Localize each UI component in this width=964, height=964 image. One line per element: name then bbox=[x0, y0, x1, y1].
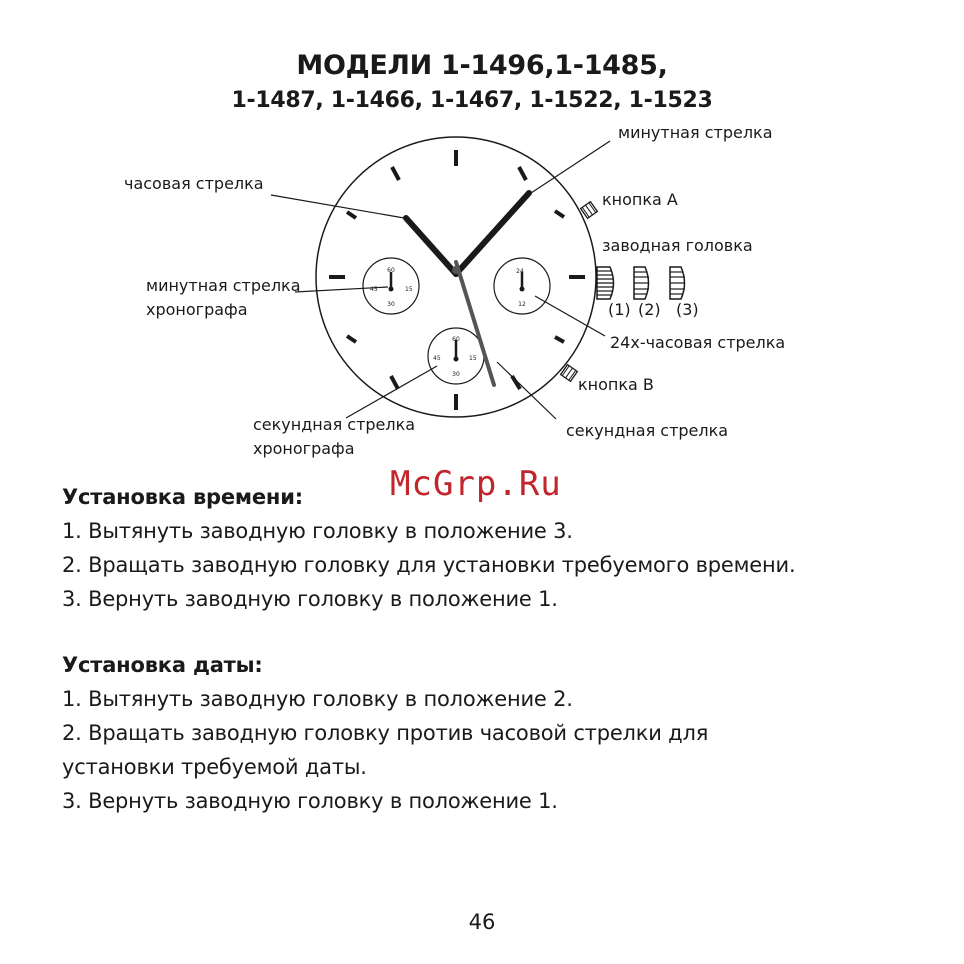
label-chrono-second-1: секундная стрелка bbox=[253, 415, 416, 434]
subdial-bottom-45: 45 bbox=[433, 355, 441, 362]
subdial-right-24: 24 bbox=[516, 268, 524, 275]
hour-hand bbox=[406, 218, 456, 274]
label-crown-pos2: (2) bbox=[638, 300, 661, 319]
model-list: 1-1487, 1-1466, 1-1467, 1-1522, 1-1523 bbox=[231, 88, 713, 113]
center-pin bbox=[452, 266, 460, 274]
crown-position-2 bbox=[634, 267, 649, 299]
date-step-3: 3. Вернуть заводную головку в положение 1. bbox=[62, 789, 558, 813]
label-chrono-second-2: хронографа bbox=[253, 439, 355, 458]
label-crown: заводная головка bbox=[602, 236, 753, 255]
watermark: McGrp.Ru bbox=[390, 464, 562, 504]
label-minute-hand: минутная стрелка bbox=[618, 123, 773, 142]
subdial-left-45: 45 bbox=[370, 286, 378, 293]
subdial-bottom-15: 15 bbox=[469, 355, 477, 362]
page-number: 46 bbox=[468, 910, 496, 934]
date-step-2: 2. Вращать заводную головку против часовой стрелки для bbox=[62, 721, 709, 745]
date-setting-heading: Установка даты: bbox=[62, 653, 263, 677]
button-a bbox=[581, 202, 598, 219]
crown-position-1 bbox=[597, 267, 614, 299]
label-chrono-minute-1: минутная стрелка bbox=[146, 276, 301, 295]
time-step-2: 2. Вращать заводную головку для установки требуемого времени. bbox=[62, 553, 796, 577]
subdial-left-60: 60 bbox=[387, 267, 395, 274]
subdial-left-15: 15 bbox=[405, 286, 413, 293]
time-setting-section bbox=[62, 480, 795, 616]
label-crown-pos3: (3) bbox=[676, 300, 699, 319]
label-button-a: кнопка А bbox=[602, 190, 678, 209]
time-step-3: 3. Вернуть заводную головку в положение 1. bbox=[62, 587, 558, 611]
label-24h-hand: 24х-часовая стрелка bbox=[610, 333, 786, 352]
time-step-1: 1. Вытянуть заводную головку в положение 3. bbox=[62, 519, 573, 543]
label-button-b: кнопка В bbox=[578, 375, 654, 394]
subdial-left-30: 30 bbox=[387, 301, 395, 308]
crown-position-3 bbox=[670, 267, 685, 299]
subdial-bottom-30: 30 bbox=[452, 371, 460, 378]
subdial-left bbox=[363, 258, 419, 314]
subdial-bottom-60: 60 bbox=[452, 336, 460, 343]
time-setting-heading: Установка времени: bbox=[62, 485, 303, 509]
subdial-right bbox=[494, 258, 550, 314]
page-title: МОДЕЛИ 1-1496,1-1485, bbox=[296, 50, 668, 81]
label-hour-hand: часовая стрелка bbox=[124, 174, 264, 193]
date-step-1: 1. Вытянуть заводную головку в положение 2. bbox=[62, 687, 573, 711]
date-setting-section bbox=[62, 648, 708, 818]
label-crown-pos1: (1) bbox=[608, 300, 631, 319]
subdial-right-12: 12 bbox=[518, 301, 526, 308]
subdial-bottom bbox=[428, 328, 484, 384]
date-step-2-cont: установки требуемой даты. bbox=[62, 755, 367, 779]
watch-diagram bbox=[0, 0, 964, 480]
label-second-hand: секундная стрелка bbox=[566, 421, 729, 440]
label-chrono-minute-2: хронографа bbox=[146, 300, 248, 319]
